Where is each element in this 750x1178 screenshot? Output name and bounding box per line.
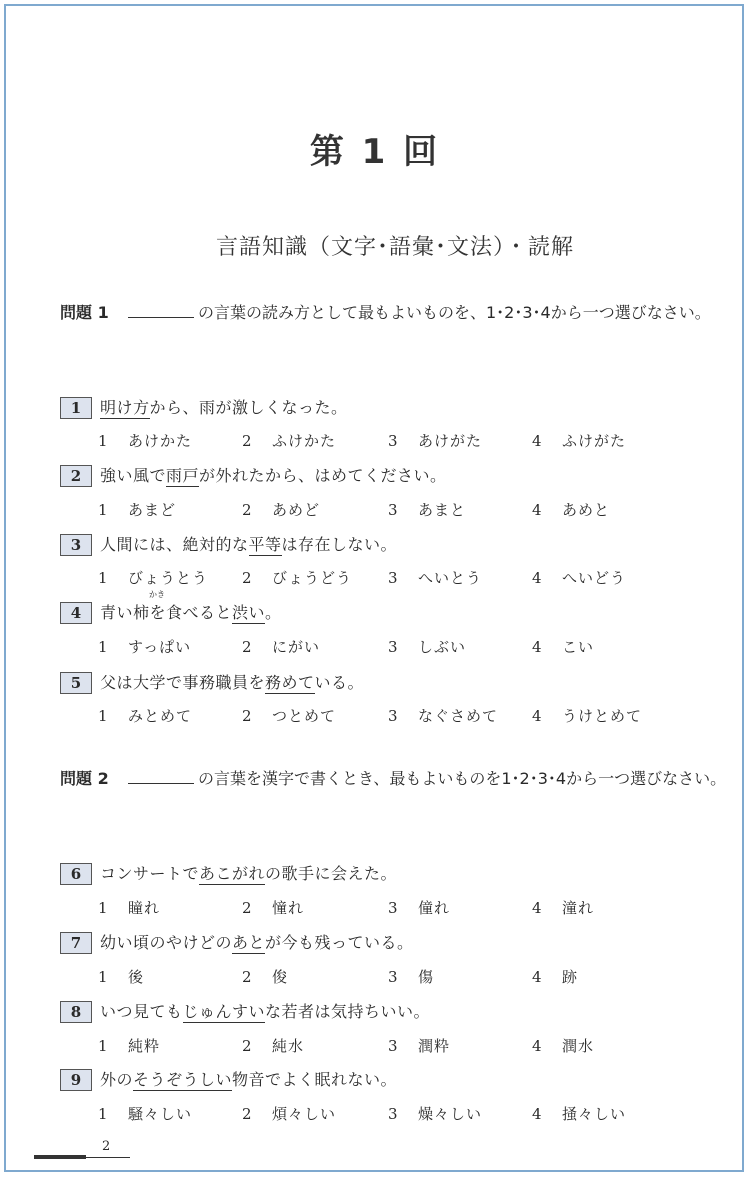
question-text bbox=[100, 863, 397, 885]
option-3[interactable]: 3 あまと bbox=[388, 501, 467, 519]
option-4[interactable]: 4 ふけがた bbox=[532, 432, 627, 450]
option-4[interactable]: 4 掻々しい bbox=[532, 1105, 627, 1123]
option-3[interactable]: 3 へいとう bbox=[388, 569, 483, 587]
question-2 bbox=[60, 465, 710, 487]
footer-bar bbox=[34, 1155, 86, 1159]
option-3[interactable]: 3 燥々しい bbox=[388, 1105, 483, 1123]
question-text-after: の歌手に会えた。 bbox=[265, 864, 398, 883]
furigana-kaki: かき bbox=[149, 590, 165, 599]
question-text-after: が外れたから、はめてください。 bbox=[199, 466, 447, 485]
question-text-before: いつ見ても bbox=[100, 1002, 183, 1021]
question-text-before: 青い柿を食べると bbox=[100, 603, 233, 622]
mondai-2-label: 問題 2 bbox=[60, 769, 109, 788]
question-text-after: いる。 bbox=[314, 673, 365, 692]
question-number: 5 bbox=[60, 672, 92, 694]
question-text bbox=[100, 1001, 430, 1023]
question-text-after: が今も残っている。 bbox=[265, 933, 414, 952]
question-number: 6 bbox=[60, 863, 92, 885]
option-4[interactable]: 4 潼れ bbox=[532, 899, 595, 917]
mondai-1-instruction bbox=[128, 298, 730, 327]
question-9 bbox=[60, 1069, 710, 1091]
question-4 bbox=[60, 590, 710, 624]
question-text-before: 父は大学で事務職員を bbox=[100, 673, 266, 692]
option-2[interactable]: 2 憧れ bbox=[242, 899, 305, 917]
question-6 bbox=[60, 863, 710, 885]
underlined-word: あと bbox=[232, 933, 266, 952]
option-1[interactable]: 1 純粋 bbox=[98, 1037, 161, 1055]
question-text-after: 。 bbox=[265, 603, 282, 622]
options-q6 bbox=[98, 897, 698, 919]
question-text-after: から、雨が激しくなった。 bbox=[149, 398, 348, 417]
question-text bbox=[100, 672, 364, 694]
options-q5 bbox=[98, 705, 698, 727]
question-number: 2 bbox=[60, 465, 92, 487]
question-1 bbox=[60, 397, 710, 419]
mondai-1-heading bbox=[60, 298, 730, 327]
underlined-word: 渋い bbox=[232, 603, 266, 622]
footer-line bbox=[86, 1157, 130, 1158]
option-1[interactable]: 1 後 bbox=[98, 968, 145, 986]
question-8 bbox=[60, 1001, 710, 1023]
question-text-after: は存在しない。 bbox=[281, 535, 398, 554]
page-title: 第 1 回 bbox=[309, 132, 441, 172]
mondai-1-label: 問題 1 bbox=[60, 303, 109, 322]
option-1[interactable]: 1 騒々しい bbox=[98, 1105, 193, 1123]
option-2[interactable]: 2 つとめて bbox=[242, 707, 337, 725]
options-q9 bbox=[98, 1103, 698, 1125]
option-4[interactable]: 4 こい bbox=[532, 638, 595, 656]
option-2[interactable]: 2 びょうどう bbox=[242, 569, 353, 587]
blank-line bbox=[128, 299, 194, 318]
question-text bbox=[100, 465, 447, 487]
question-text-before: 幼い頃のやけどの bbox=[100, 933, 233, 952]
options-q2 bbox=[98, 499, 698, 521]
question-number: 7 bbox=[60, 932, 92, 954]
question-text-after: 物音でよく眠れない。 bbox=[232, 1070, 398, 1089]
question-number: 4 bbox=[60, 602, 92, 624]
page-number: 2 bbox=[102, 1139, 111, 1154]
option-1[interactable]: 1 あまど bbox=[98, 501, 177, 519]
question-number: 3 bbox=[60, 534, 92, 556]
underlined-word: 平等 bbox=[248, 535, 282, 554]
option-3[interactable]: 3 しぶい bbox=[388, 638, 467, 656]
underlined-word: じゅんすい bbox=[182, 1002, 266, 1021]
option-1[interactable]: 1 びょうとう bbox=[98, 569, 209, 587]
question-3 bbox=[60, 534, 710, 556]
option-4[interactable]: 4 へいどう bbox=[532, 569, 627, 587]
question-text-before: 外の bbox=[100, 1070, 134, 1089]
options-q4 bbox=[98, 636, 698, 658]
question-text bbox=[100, 1069, 397, 1091]
option-2[interactable]: 2 俊 bbox=[242, 968, 289, 986]
question-number: 8 bbox=[60, 1001, 92, 1023]
underlined-word: あこがれ bbox=[199, 864, 266, 883]
question-text bbox=[100, 397, 348, 419]
option-1[interactable]: 1 すっぱい bbox=[98, 638, 192, 656]
option-3[interactable]: 3 潤粋 bbox=[388, 1037, 451, 1055]
section-title: 言語知識（文字･語彙･文法）・読解 bbox=[215, 235, 574, 260]
question-5 bbox=[60, 672, 710, 694]
options-q8 bbox=[98, 1035, 698, 1057]
question-number: 9 bbox=[60, 1069, 92, 1091]
option-3[interactable]: 3 僮れ bbox=[388, 899, 451, 917]
option-2[interactable]: 2 煩々しい bbox=[242, 1105, 337, 1123]
underlined-word: 雨戸 bbox=[166, 466, 200, 485]
option-3[interactable]: 3 なぐさめて bbox=[388, 707, 499, 725]
option-4[interactable]: 4 あめと bbox=[532, 501, 611, 519]
option-4[interactable]: 4 うけとめて bbox=[532, 707, 643, 725]
option-4[interactable]: 4 潤水 bbox=[532, 1037, 595, 1055]
question-text bbox=[100, 602, 282, 624]
question-text-before: 人間には、絶対的な bbox=[100, 535, 249, 554]
question-7 bbox=[60, 932, 710, 954]
mondai-2-instruction-text: の言葉を漢字で書くとき、最もよいものを1･2･3･4から一つ選びなさい。 bbox=[198, 769, 727, 788]
underlined-word: そうぞうしい bbox=[133, 1070, 233, 1089]
blank-line bbox=[128, 765, 194, 784]
underlined-word: 明け方 bbox=[100, 398, 150, 417]
option-2[interactable]: 2 純水 bbox=[242, 1037, 305, 1055]
mondai-2-instruction bbox=[128, 764, 730, 793]
question-text bbox=[100, 932, 414, 954]
option-3[interactable]: 3 あけがた bbox=[388, 432, 483, 450]
question-text-before: コンサートで bbox=[100, 864, 200, 883]
question-text-after: な若者は気持ちいい。 bbox=[265, 1002, 431, 1021]
options-q7 bbox=[98, 966, 698, 988]
option-2[interactable]: 2 ふけかた bbox=[242, 432, 337, 450]
option-1[interactable]: 1 あけかた bbox=[98, 432, 193, 450]
question-text bbox=[100, 534, 397, 556]
option-2[interactable]: 2 にがい bbox=[242, 638, 321, 656]
option-4[interactable]: 4 跡 bbox=[532, 968, 579, 986]
question-number: 1 bbox=[60, 397, 92, 419]
option-2[interactable]: 2 あめど bbox=[242, 501, 321, 519]
mondai-2-heading bbox=[60, 764, 730, 793]
options-q3 bbox=[98, 567, 698, 589]
option-1[interactable]: 1 みとめて bbox=[98, 707, 193, 725]
mondai-1-instruction-text: の言葉の読み方として最もよいものを、1･2･3･4から一つ選びなさい。 bbox=[198, 303, 711, 322]
option-1[interactable]: 1 瞳れ bbox=[98, 899, 161, 917]
option-3[interactable]: 3 傷 bbox=[388, 968, 435, 986]
options-q1 bbox=[98, 430, 698, 452]
question-text-before: 強い風で bbox=[100, 466, 167, 485]
underlined-word: 務めて bbox=[265, 673, 315, 692]
